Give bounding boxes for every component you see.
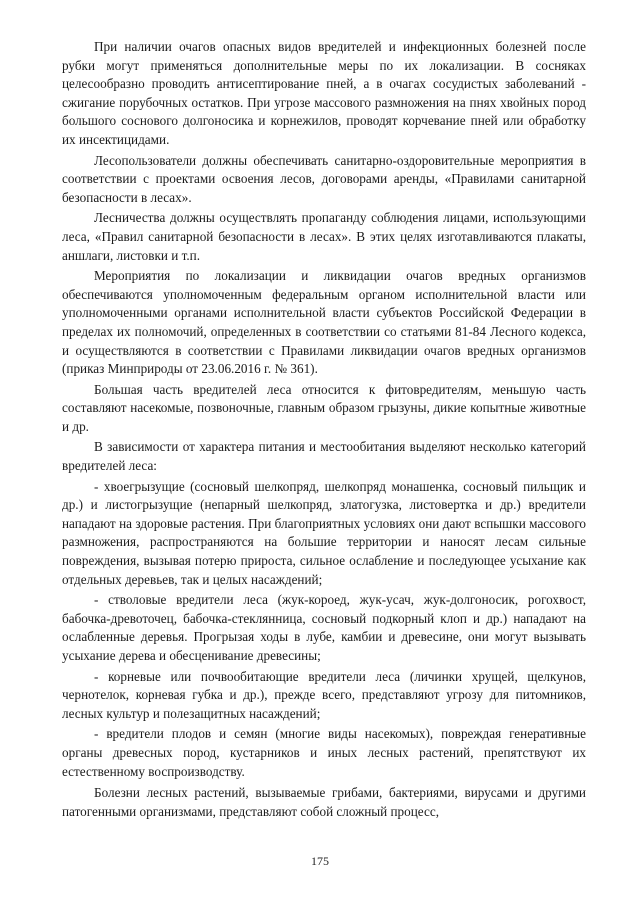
paragraph-pest-categories-intro: В зависимости от характера питания и местообитания выделяют несколько категорий вредителей леса: bbox=[62, 439, 586, 474]
paragraph-forest-users: Лесопользователи должны обеспечивать санитарно-оздоровительные мероприятия в соответствии с проектами освоения лесов, договорами аренды, «Правилами санитарной безопасности в лесах». bbox=[62, 152, 586, 205]
list-item-needle-leaf-eaters: - хвоегрызущие (сосновый шелкопряд, шелкопряд монашенка, сосновый пильщик и др.) и листогрызущие (непарный шелкопряд, златогузка, листовертка и др.) вредители нападают на здоровые растения. При благоприятных условиях они дают вспышки массового размножения, распространяются на большие территории и наносят лесам сильные повреждения, вызывая потерю прироста, сильное ослабление и последующее усыхание как отдельных деревьев, так и целых насаждений; bbox=[62, 478, 586, 587]
list-item-stem-pests: - стволовые вредители леса (жук-короед, жук-усач, жук-долгоносик, рогохвост, бабочка-древоточец, бабочка-стеклянница, сосновый подкорный клоп и др.) нападают на ослабленные деревья. Прогрызая ходы в лубе, камбии и древесине, они могут вызывать усыхание дерева и обесценивание древесины; bbox=[62, 592, 586, 663]
paragraph-plant-diseases: Болезни лесных растений, вызываемые грибами, бактериями, вирусами и другими патогенными организмами, представляют собой сложный процесс, bbox=[62, 785, 586, 819]
paragraph-pest-composition: Большая часть вредителей леса относится к фитовредителям, меньшую часть составляют насекомые, позвоночные, главным образом грызуны, дикие копытные животные и др. bbox=[62, 381, 586, 434]
paragraph-liquidation-measures: Мероприятия по локализации и ликвидации очагов вредных организмов обеспечиваются уполномоченным федеральным органом исполнительной власти или уполномоченными органами исполнительной власти субъектов Российской Федерации в пределах их полномочий, определенных в соответствии со статьями 81-84 Лесного кодекса, и осуществляются в соответствии с Правилами ликвидации очагов вредных организмов (приказ Минприроды от 23.06.2016 г. № 361). bbox=[62, 268, 586, 377]
page-number: 175 bbox=[311, 854, 329, 868]
list-item-root-pests: - корневые или почвообитающие вредители леса (личинки хрущей, щелкунов, чернотелок, корневая губка и др.), прежде всего, представляют угрозу для питомников, лесных культур и полезащитных насаждений; bbox=[62, 668, 586, 721]
list-item-seed-pests: - вредители плодов и семян (многие виды насекомых), повреждая генеративные органы древесных пород, кустарников и иных лесных растений, препятствуют их естественному воспроизводству. bbox=[62, 726, 586, 779]
paragraph-pest-localization: При наличии очагов опасных видов вредителей и инфекционных болезней после рубки могут применяться дополнительные меры по их локализации. В сосняках целесообразно проводить антисептирование пней, а в очагах сосудистых заболеваний - сжигание порубочных остатков. При угрозе массового размножения на пнях хвойных пород большого соснового долгоносика и корнежилов, проводят корчевание пней или обработку их инсектицидами. bbox=[62, 39, 586, 147]
document-page bbox=[62, 38, 586, 823]
paragraph-forestry-propaganda: Лесничества должны осуществлять пропаганду соблюдения лицами, использующими леса, «Правил санитарной безопасности в лесах». В этих целях изготавливаются плакаты, аншлаги, листовки и т.п. bbox=[62, 210, 586, 263]
